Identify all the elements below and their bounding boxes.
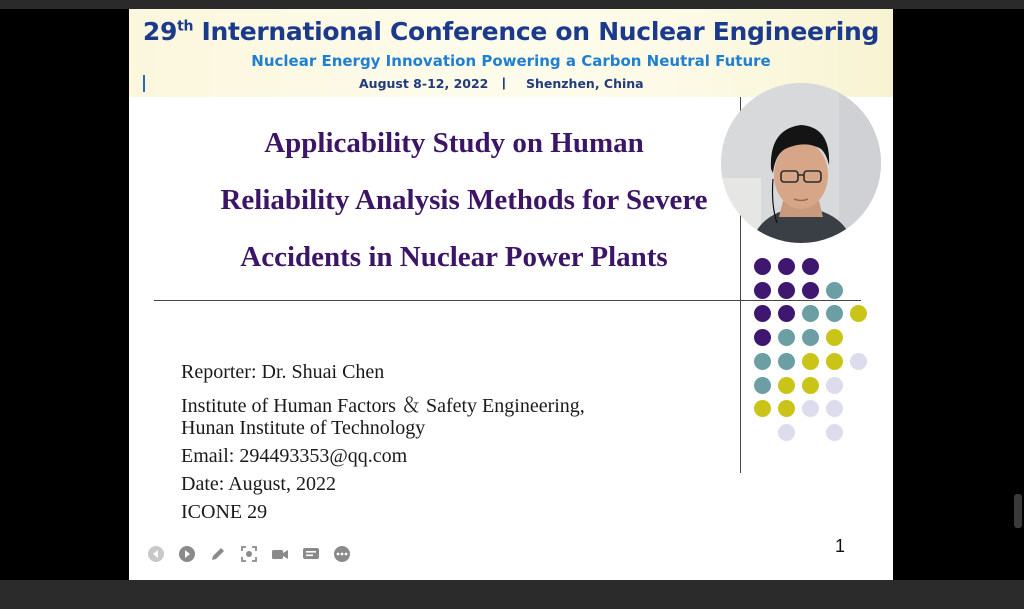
- pen-icon[interactable]: [209, 545, 227, 563]
- decorative-dot: [778, 400, 795, 417]
- slide-page-number: 1: [835, 536, 846, 556]
- presentation-slide: [129, 9, 893, 580]
- decorative-dot: [802, 400, 819, 417]
- decorative-dot: [778, 258, 795, 275]
- previous-slide-icon[interactable]: [147, 545, 165, 563]
- decorative-dot: [826, 400, 843, 417]
- decorative-dot: [802, 353, 819, 370]
- decorative-dot: [754, 400, 771, 417]
- decorative-dot: [754, 353, 771, 370]
- decorative-dot: [826, 329, 843, 346]
- window-top-bar: [0, 0, 1024, 9]
- subtitle-icon[interactable]: [302, 545, 320, 563]
- decorative-dot: [826, 282, 843, 299]
- next-slide-icon[interactable]: [178, 545, 196, 563]
- conference-code: ICONE 29: [181, 501, 268, 523]
- slide-title-line-2: Reliability Analysis Methods for Severe: [220, 184, 708, 216]
- conference-title: 29th International Conference on Nuclear Engineering: [142, 17, 880, 46]
- institute-name: Institute of Human Factors ＆ Safety Engineering,: [181, 395, 585, 417]
- decorative-dot: [754, 282, 771, 299]
- camera-icon[interactable]: [271, 545, 289, 563]
- decorative-dot: [850, 305, 867, 322]
- email-address: Email: 294493353@qq.com: [181, 445, 408, 467]
- decorative-dot: [802, 329, 819, 346]
- decorative-dot: [754, 377, 771, 394]
- slide-title-line-1: Applicability Study on Human: [264, 127, 644, 159]
- decorative-dot: [802, 305, 819, 322]
- presenter-video-frame: [721, 83, 881, 243]
- presentation-date: Date: August, 2022: [181, 473, 336, 495]
- decorative-dot: [826, 424, 843, 441]
- decorative-dot: [754, 305, 771, 322]
- presenter-webcam: [721, 83, 881, 243]
- conference-banner: [129, 9, 893, 97]
- decorative-dot: [778, 424, 795, 441]
- decorative-dot: [778, 282, 795, 299]
- decorative-dot: [778, 377, 795, 394]
- banner-separator: |: [502, 75, 506, 90]
- banner-accent-bar: [143, 75, 145, 92]
- decorative-dot: [802, 258, 819, 275]
- decorative-dot: [826, 377, 843, 394]
- screenshot-icon[interactable]: [240, 545, 258, 563]
- decorative-dot: [754, 258, 771, 275]
- decorative-dot: [778, 329, 795, 346]
- decorative-dot: [826, 305, 843, 322]
- conference-subtitle: Nuclear Energy Innovation Powering a Carbon Neutral Future: [251, 52, 771, 70]
- scrollbar-thumb[interactable]: [1014, 494, 1022, 528]
- slide-title-line-3: Accidents in Nuclear Power Plants: [240, 241, 668, 273]
- conference-location: Shenzhen, China: [526, 76, 644, 91]
- decorative-dot: [826, 353, 843, 370]
- reporter-name: Reporter: Dr. Shuai Chen: [181, 361, 385, 383]
- decorative-dot: [754, 329, 771, 346]
- more-icon[interactable]: [333, 545, 351, 563]
- decorative-dot: [802, 377, 819, 394]
- university-name: Hunan Institute of Technology: [181, 417, 426, 439]
- decorative-dot: [802, 282, 819, 299]
- decorative-dot: [778, 353, 795, 370]
- horizontal-divider: [154, 300, 861, 301]
- conference-date: August 8-12, 2022: [359, 76, 489, 91]
- decorative-dot: [850, 353, 867, 370]
- window-bottom-bar: [0, 580, 1024, 609]
- decorative-dot: [778, 305, 795, 322]
